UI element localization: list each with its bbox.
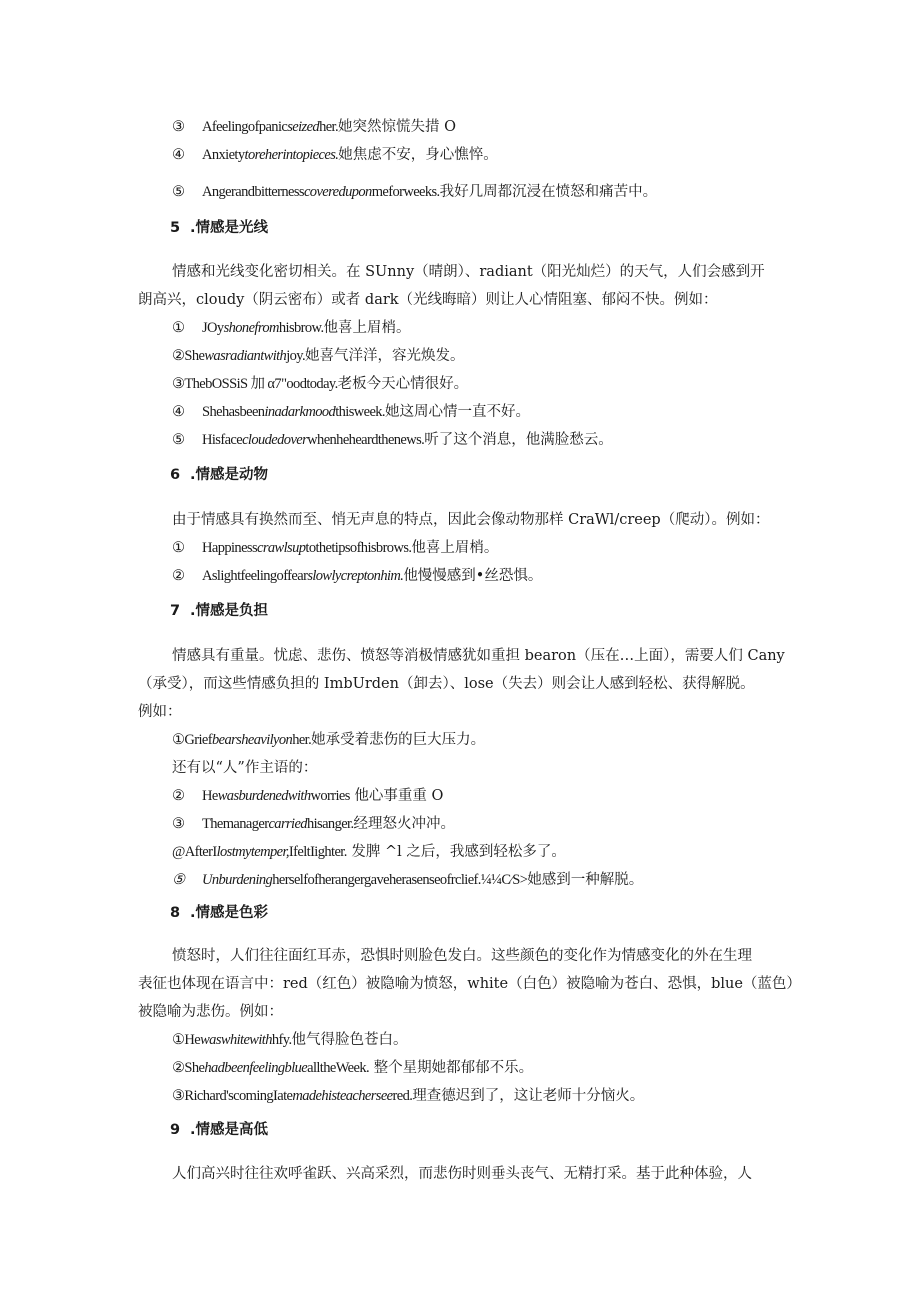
- example-line: ② Aslightfeelingoffearslowlycreptonhim.他慢慢感到•丝恐惧。: [172, 568, 543, 584]
- paragraph-line: 还有以“人”作主语的：: [172, 760, 318, 776]
- example-line: @AfterIlostmytemper,IfeltIighter. 发脾 ^l 之后，我感到轻松多了。: [172, 844, 566, 860]
- section-heading: 7 .情感是负担: [170, 603, 269, 619]
- example-line: ① Happinesscrawlsuptothetipsofhisbrows.他喜上眉梢。: [172, 540, 499, 556]
- section-heading: 9 .情感是高低: [170, 1122, 269, 1138]
- example-line: ⑤ Angerandbitternesscovereduponmeforweeks.我好几周都沉浸在愤怒和痛苦中。: [172, 184, 658, 200]
- example-line: ③ThebOSSiS 加 α7"oodtoday.老板今天心情很好。: [172, 376, 469, 392]
- paragraph-line: 表征也体现在语言中：red（红色）被隐喻为愤怒，white（白色）被隐喻为苍白、恐惧，blue（蓝色）: [138, 976, 801, 992]
- example-line: ② Hewasburdenedwithworries 他心事重重 O: [172, 788, 444, 804]
- paragraph-line: 例如：: [138, 704, 182, 720]
- example-line: ④ Shehasbeeninadarkmoodthisweek.她这周心情一直不好。: [172, 404, 530, 420]
- example-line: ①Griefbearsheavilyonher.她承受着悲伤的巨大压力。: [172, 732, 486, 748]
- paragraph-line: 愤怒时，人们往往面红耳赤，恐惧时则脸色发白。这些颜色的变化作为情感变化的外在生理: [172, 948, 752, 964]
- paragraph-line: 人们高兴时往往欢呼雀跃、兴高采烈，而悲伤时则垂头丧气、无精打采。基于此种体验，人: [172, 1166, 752, 1182]
- example-line: ②Shewasradiantwithjoy.她喜气洋洋，容光焕发。: [172, 348, 465, 364]
- paragraph-line: （承受），而这些情感负担的 ImbUrden（卸去）、lose（失去）则会让人感到轻松、获得解脱。: [138, 676, 755, 692]
- paragraph-line: 朗高兴，cloudy（阴云密布）或者 dark（光线晦暗）则让人心情阻塞、郁闷不快。例如：: [138, 292, 718, 308]
- paragraph-line: 情感和光线变化密切相关。在 SUnny（晴朗）、radiant（阳光灿烂）的天气，人们会感到开: [172, 264, 765, 280]
- example-line: ① JOyshonefromhisbrow.他喜上眉梢。: [172, 320, 411, 336]
- paragraph-line: 情感具有重量。忧虑、悲伤、愤怒等消极情感犹如重担 bearon（压在…上面），需要人们 Cany: [172, 648, 785, 664]
- example-line: ③Richard'scomingIatemadehisteacherseered.理查德迟到了，这让老师十分恼火。: [172, 1088, 645, 1104]
- example-line: ⑤ Unburdeningherselfofherangergaveherasenseofrclief.¼¼C∕S>她感到一种解脱。: [172, 872, 644, 888]
- example-line: ①Hewaswhitewithhfy.他气得脸色苍白。: [172, 1032, 408, 1048]
- section-heading: 8 .情感是色彩: [170, 905, 269, 921]
- example-line: ⑤ Hisfacecloudedoverwhenheheardthenews.听了这个消息，他满脸愁云。: [172, 432, 613, 448]
- paragraph-line: 由于情感具有换然而至、悄无声息的特点，因此会像动物那样 CraWl/creep（爬动）。例如：: [172, 512, 770, 528]
- section-heading: 5 .情感是光线: [170, 220, 269, 236]
- example-line: ③ Themanagercarriedhisanger.经理怒火冲冲。: [172, 816, 456, 832]
- example-line: ④ Anxietytoreherintopieces.她焦虑不安，身心憔悴。: [172, 147, 498, 163]
- example-line: ③ Afeelingofpanicseizedher.她突然惊慌失措 O: [172, 119, 457, 135]
- example-line: ②ShehadbeenfeelingbluealltheWeek. 整个星期她都郁郁不乐。: [172, 1060, 534, 1076]
- paragraph-line: 被隐喻为悲伤。例如：: [138, 1004, 283, 1020]
- section-heading: 6 .情感是动物: [170, 467, 269, 483]
